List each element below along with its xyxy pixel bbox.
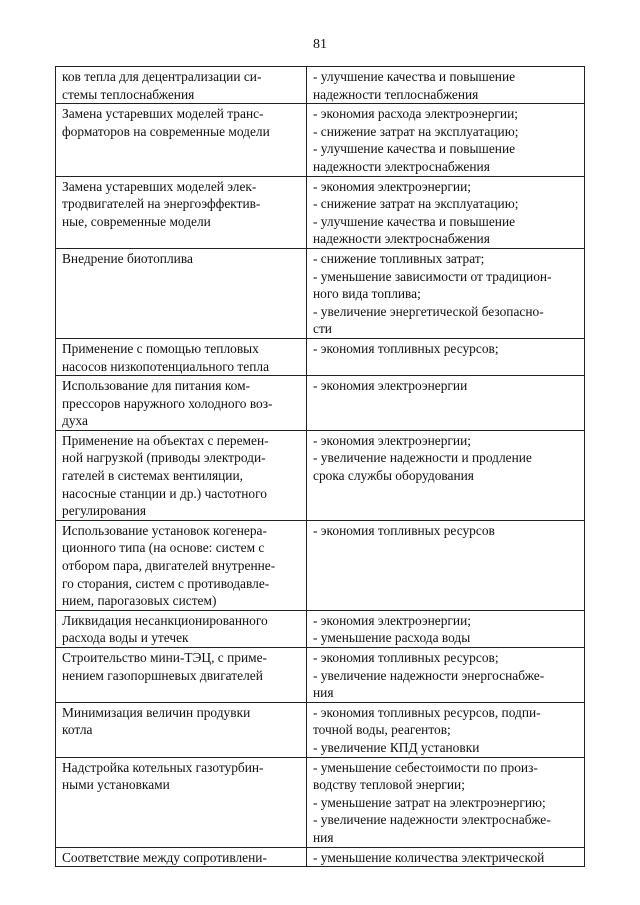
measure-cell-line: го сторания, систем с противодавле-: [62, 575, 270, 591]
effect-cell-line: - улучшение качества и повышение: [313, 141, 516, 157]
measure-cell-line: расхода воды и утечек: [62, 630, 189, 646]
measure-cell: [56, 248, 307, 338]
measure-cell-line: Замена устаревших моделей транс-: [62, 106, 264, 122]
effect-cell-line: - снижение топливных затрат;: [313, 250, 485, 266]
measure-cell: [56, 104, 307, 176]
effect-cell: [307, 610, 585, 647]
effect-cell: [307, 648, 585, 703]
table-row: [56, 520, 585, 610]
table-row: [56, 648, 585, 703]
effect-cell-line: - экономия топливных ресурсов;: [313, 650, 499, 665]
table-row: [56, 248, 585, 338]
effect-cell-line: - снижение затрат на эксплуатацию;: [313, 123, 519, 139]
effect-cell-line: ного вида топлива;: [313, 286, 421, 302]
effect-cell-line: срока службы оборудования: [313, 468, 474, 484]
table-row: [56, 430, 585, 520]
effect-cell-line: - экономия расхода электроэнергии;: [313, 106, 518, 122]
table-row: [56, 338, 585, 375]
measure-cell: [56, 376, 307, 431]
measure-cell: [56, 176, 307, 248]
measure-cell-line: насосные станции и др.) частотного: [62, 485, 267, 501]
measures-table: [55, 66, 585, 867]
measure-cell-line: Надстройка котельных газотурбин-: [62, 759, 264, 775]
effect-cell-line: - увеличение энергетической безопасно-: [313, 303, 544, 319]
effect-cell: [307, 376, 585, 431]
effect-cell-line: ния: [313, 829, 334, 845]
page-number: 81: [313, 37, 327, 52]
effect-cell-line: - экономия электроэнергии: [313, 378, 468, 394]
measure-cell-line: Ликвидация несанкционированного: [62, 612, 268, 628]
measure-cell-line: нением газопоршневых двигателей: [62, 667, 263, 683]
measure-cell: [56, 430, 307, 520]
measure-cell-line: Применение на объектах с перемен-: [62, 432, 269, 448]
effect-cell-line: - увеличение КПД установки: [313, 739, 480, 755]
effect-cell-line: точной воды, реагентов;: [313, 722, 451, 738]
effect-cell-line: - уменьшение количества электрической: [313, 849, 545, 865]
effect-cell-line: - улучшение качества и повышение: [313, 213, 516, 229]
measure-cell-line: Замена устаревших моделей элек-: [62, 178, 257, 194]
measure-cell-line: ционного типа (на основе: систем с: [62, 540, 265, 556]
measure-cell-line: духа: [62, 413, 88, 429]
table-row: [56, 610, 585, 647]
measure-cell-line: Внедрение биотоплива: [62, 250, 193, 266]
measure-cell-line: прессоров наружного холодного воз-: [62, 395, 273, 411]
measure-cell: [56, 847, 307, 867]
effect-cell-line: сти: [313, 321, 332, 337]
effect-cell-line: - уменьшение себестоимости по произ-: [313, 759, 538, 775]
measure-cell-line: ной нагрузкой (приводы электроди-: [62, 450, 266, 466]
effect-cell-line: - экономия топливных ресурсов, подпи-: [313, 704, 541, 720]
measure-cell-line: отбором пара, двигателей внутренне-: [62, 558, 276, 574]
measure-cell: [56, 648, 307, 703]
measure-cell-line: насосов низкопотенциального тепла: [62, 358, 270, 374]
measure-cell-line: ные, современные модели: [62, 213, 211, 229]
effect-cell-line: - уменьшение затрат на электроэнергию;: [313, 794, 546, 810]
effect-cell-line: - уменьшение зависимости от традицион-: [313, 268, 552, 284]
measure-cell-line: тродвигателей на энергоэффектив-: [62, 196, 261, 212]
effect-cell-line: - снижение затрат на эксплуатацию;: [313, 196, 519, 212]
measure-cell-line: Применение с помощью тепловых: [62, 340, 259, 356]
measure-cell: [56, 757, 307, 847]
effect-cell: [307, 67, 585, 104]
effect-cell-line: - экономия электроэнергии;: [313, 612, 471, 628]
measure-cell-line: котла: [62, 722, 93, 738]
table-row: [56, 67, 585, 104]
effect-cell: [307, 847, 585, 867]
table-row: [56, 104, 585, 176]
measure-cell-line: форматоров на современные модели: [62, 123, 270, 139]
effect-cell: [307, 520, 585, 610]
measure-cell: [56, 67, 307, 104]
effect-cell-line: водству тепловой энергии;: [313, 777, 465, 793]
measure-cell-line: регулирования: [62, 503, 147, 519]
effect-cell-line: - улучшение качества и повышение: [313, 69, 516, 84]
effect-cell-line: - уменьшение расхода воды: [313, 630, 471, 646]
measure-cell-line: стемы теплоснабжения: [62, 86, 195, 102]
effect-cell: [307, 104, 585, 176]
effect-cell: [307, 702, 585, 757]
measure-cell-line: гателей в системах вентиляции,: [62, 468, 243, 484]
effect-cell-line: - увеличение надежности и продление: [313, 450, 532, 466]
effect-cell-line: надежности электроснабжения: [313, 231, 490, 247]
effect-cell: [307, 176, 585, 248]
measure-cell: [56, 610, 307, 647]
measure-cell: [56, 520, 307, 610]
effect-cell-line: ния: [313, 685, 334, 701]
measures-table-body: [56, 67, 585, 867]
effect-cell-line: - экономия электроэнергии;: [313, 432, 471, 448]
table-row: [56, 176, 585, 248]
effect-cell-line: - увеличение надежности электроснабже-: [313, 812, 551, 828]
measure-cell-line: Минимизация величин продувки: [62, 704, 251, 720]
effect-cell-line: - увеличение надежности энергоснабже-: [313, 667, 545, 683]
effect-cell-line: - экономия топливных ресурсов: [313, 522, 495, 538]
effect-cell: [307, 430, 585, 520]
measure-cell: [56, 702, 307, 757]
effect-cell-line: надежности электроснабжения: [313, 158, 490, 174]
effect-cell: [307, 338, 585, 375]
table-row: [56, 376, 585, 431]
measure-cell: [56, 338, 307, 375]
effect-cell: [307, 248, 585, 338]
measure-cell-line: ков тепла для децентрализации си-: [62, 69, 262, 84]
effect-cell-line: - экономия топливных ресурсов;: [313, 340, 499, 356]
measure-cell-line: Использование установок когенера-: [62, 522, 267, 538]
effect-cell-line: - экономия электроэнергии;: [313, 178, 471, 194]
effect-cell-line: надежности теплоснабжения: [313, 86, 479, 102]
table-row: [56, 702, 585, 757]
measure-cell-line: Соответствие между сопротивлени-: [62, 849, 267, 865]
measure-cell-line: Строительство мини-ТЭЦ, с приме-: [62, 650, 267, 665]
table-row: [56, 757, 585, 847]
effect-cell: [307, 757, 585, 847]
measure-cell-line: Использование для питания ком-: [62, 378, 251, 394]
table-row: [56, 847, 585, 867]
measure-cell-line: ными установками: [62, 777, 170, 793]
measure-cell-line: нием, парогазовых систем): [62, 593, 217, 609]
